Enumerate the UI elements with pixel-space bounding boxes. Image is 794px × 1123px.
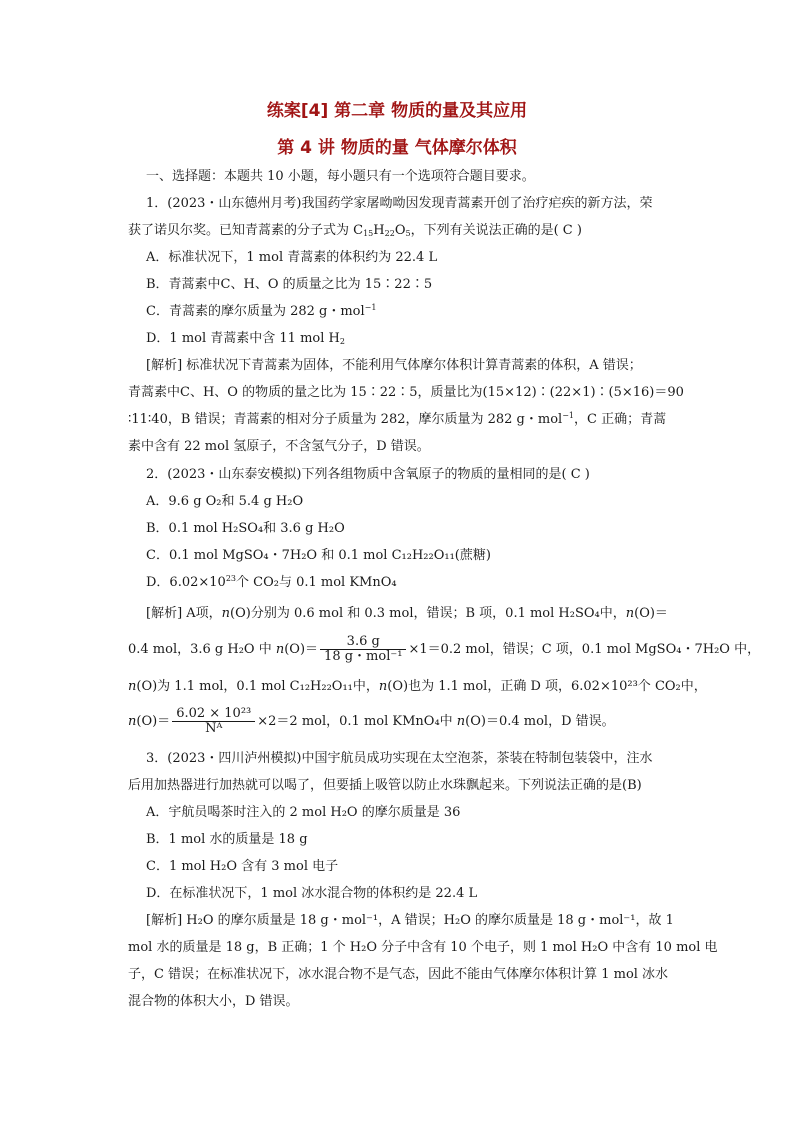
q3-analysis-line2: mol 水的质量是 18 g，B 正确；1 个 H₂O 分子中含有 10 个电子，则 1 mol H₂O 中含有 10 mol 电 [128,940,718,955]
q3-option-a: A．宇航员喝茶时注入的 2 mol H₂O 的摩尔质量是 36 [146,805,461,820]
q3-analysis-line1: [解析] H₂O 的摩尔质量是 18 g・mol⁻¹，A 错误；H₂O 的摩尔质量是 18 g・mol⁻¹，故 1 [146,913,674,928]
q3-analysis-line3: 子，C 错误；在标准状况下，冰水混合物不是气态，因此不能由气体摩尔体积计算 1 mol 冰水 [128,967,669,982]
q2-analysis-line4: n(O)＝ $\frac{\text{6.02 × 10²³}}{\text{Nᴬ}}$ ×2＝2 mol，0.1 mol KMnO₄中 n(O)＝0.4 mol，D 错误。 [128,706,615,736]
q2-analysis-line2: 0.4 mol，3.6 g H₂O 中 n(O)＝ $\frac{3.6 g}{\text{18 g・mol⁻¹}}$ ×1＝0.2 mol，错误；C 项，0.1 mol MgSO₄・7H₂O 中， [128,634,761,664]
q2-option-b: B．0.1 mol H₂SO₄和 3.6 g H₂O [146,521,345,536]
q1-analysis-line4: 素中含有 22 mol 氢原子，不含氢气分子，D 错误。 [128,439,430,454]
q2-analysis-line1: [解析] A项，n(O)分别为 0.6 mol 和 0.3 mol，错误；B 项，0.1 mol H₂SO₄中，n(O)＝ [146,606,668,621]
page-subtitle: 第 4 讲 物质的量 气体摩尔体积 [277,138,517,158]
q1-option-a: A．标准状况下，1 mol 青蒿素的体积约为 22.4 L [146,250,438,265]
fraction-2: $\frac{\text{6.02 × 10²³}}{\text{Nᴬ}}$ [172,707,255,736]
q2-option-c: C．0.1 mol MgSO₄・7H₂O 和 0.1 mol C₁₂H₂₂O₁₁(蔗糖) [146,548,491,563]
fraction-1: $\frac{3.6 g}{\text{18 g・mol⁻¹}}$ [320,635,406,664]
section-heading: 一、选择题：本题共 10 小题，每小题只有一个选项符合题目要求。 [146,169,535,184]
q1-stem-line2: 获了诺贝尔奖。已知青蒿素的分子式为 $C_{15}H_{22}O_5$，下列有关说法正确的是( C ) [128,223,582,238]
q3-option-c: C．1 mol H₂O 含有 3 mol 电子 [146,859,339,874]
q3-stem-line2: 后用加热器进行加热就可以喝了，但要插上吸管以防止水珠飘起来。下列说法正确的是(B) [128,778,642,793]
q2-analysis-line3: n(O)为 1.1 mol，0.1 mol C₁₂H₂₂O₁₁中，n(O)也为 1.1 mol，正确 D 项，6.02×10²³个 CO₂中， [128,679,707,694]
q3-stem-line1: 3．(2023・四川泸州模拟)中国宇航员成功实现在太空泡茶，茶装在特制包装袋中，注水 [146,751,653,766]
q2-stem: 2．(2023・山东泰安模拟)下列各组物质中含氧原子的物质的量相同的是( C ) [146,467,590,482]
q2-option-d: D．$6.02\times 10^{23}$个 CO₂与 0.1 mol KMnO₄ [146,574,397,590]
q3-analysis-line4: 混合物的体积大小，D 错误。 [128,994,299,1009]
q1-analysis-line1: [解析] 标准状况下青蒿素为固体，不能利用气体摩尔体积计算青蒿素的体积，A 错误； [146,358,642,373]
q1-option-d: D．1 mol 青蒿素中含 11 mol $H_2$ [146,331,345,346]
q1-option-b: B．青蒿素中C、H、O 的质量之比为 15∶22∶5 [146,277,433,292]
q3-option-b: B．1 mol 水的质量是 18 g [146,832,308,847]
q1-stem-line1: 1．(2023・山东德州月考)我国药学家屠呦呦因发现青蒿素开创了治疗疟疾的新方法，荣 [146,196,653,211]
q1-option-c: C．青蒿素的摩尔质量为 282 g・mol$^{-1}$ [146,303,377,319]
q3-option-d: D．在标准状况下，1 mol 冰水混合物的体积约是 22.4 L [146,886,478,901]
q1-analysis-line3: ∶11∶40，B 错误；青蒿素的相对分子质量为 282，摩尔质量为 282 g・mol$^{-1}$，C 正确；青蒿 [128,411,667,427]
q1-analysis-line2: 青蒿素中C、H、O 的物质的量之比为 15∶22∶5，质量比为(15×12)∶(22×1)∶(5×16)＝90 [128,385,684,400]
q2-option-a: A．9.6 g O₂和 5.4 g H₂O [146,494,304,509]
page-title: 练案[4] 第二章 物质的量及其应用 [266,101,528,121]
